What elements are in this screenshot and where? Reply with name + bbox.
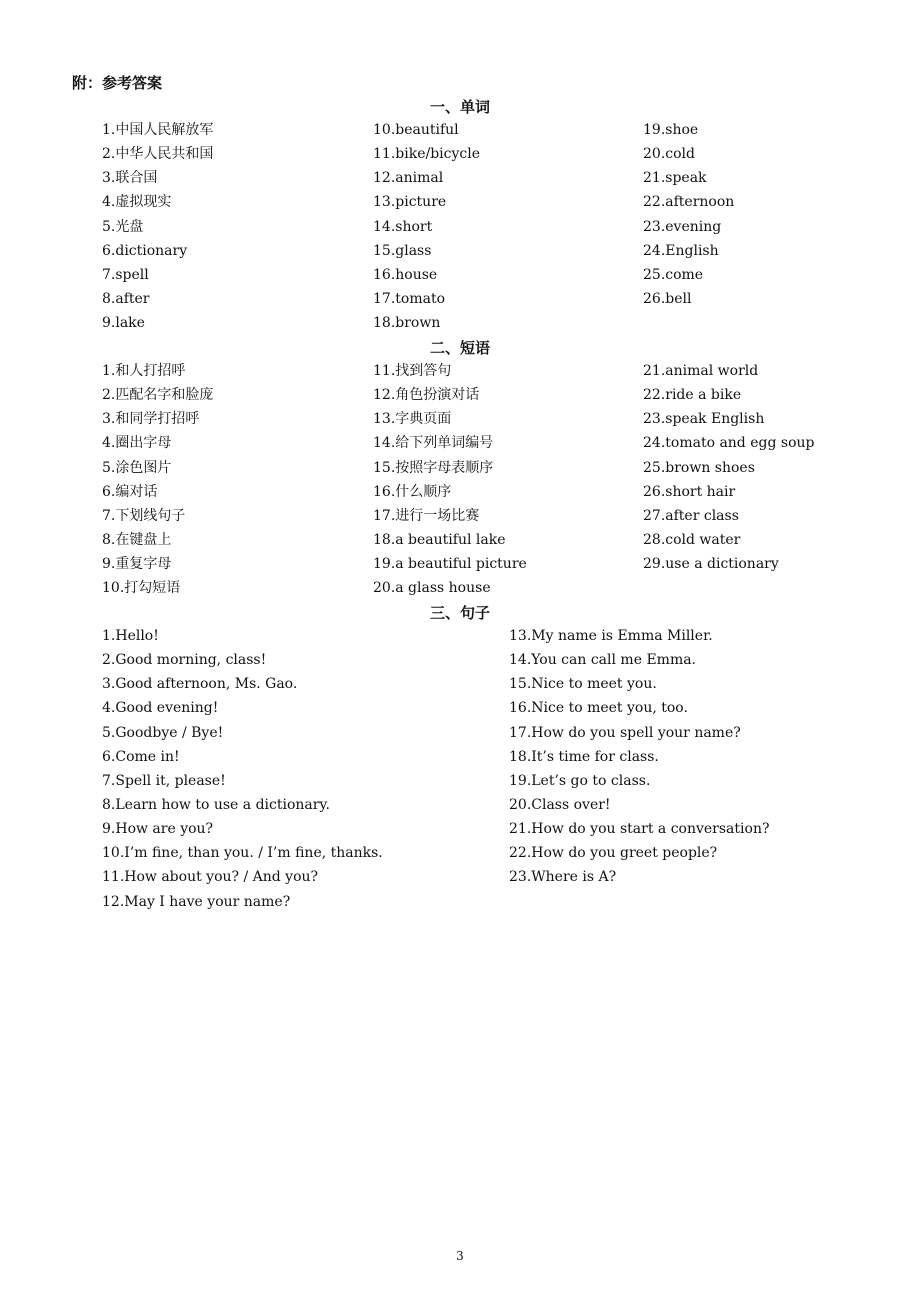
phrases-column-1 (102, 359, 213, 600)
answer-item: 14.给下列单词编号 (373, 435, 494, 452)
answer-item: 15.glass (373, 242, 432, 259)
answer-item: 22.How do you greet people? (509, 845, 718, 862)
document-title: 附：参考答案 (72, 74, 163, 92)
answer-item: 27.after class (643, 507, 739, 524)
answer-item: 7.spell (102, 266, 149, 283)
answer-item: 1.和人打招呼 (102, 363, 186, 379)
answer-item: 22.ride a bike (643, 387, 742, 404)
section-heading-words: 一、单词 (429, 98, 490, 116)
answer-item: 23.speak English (643, 411, 765, 428)
answer-item: 10.打勾短语 (102, 580, 181, 597)
answer-item: 20.a glass house (373, 580, 491, 597)
answer-item: 23.evening (643, 218, 722, 235)
answer-item: 21.How do you start a conversation? (509, 821, 770, 838)
answer-item: 3.Good afternoon, Ms. Gao. (102, 676, 298, 693)
answer-item: 20.cold (643, 146, 695, 163)
answer-item: 6.Come in! (102, 748, 180, 765)
answer-item: 11.找到答句 (373, 363, 452, 379)
answer-item: 14.short (373, 218, 433, 235)
answer-item: 4.虚拟现实 (102, 194, 172, 211)
answer-item: 6.编对话 (102, 483, 158, 500)
answer-item: 18.It’s time for class. (509, 748, 659, 765)
answer-item: 9.How are you? (102, 821, 214, 838)
answer-item: 12.May I have your name? (102, 893, 291, 910)
answer-item: 19.a beautiful picture (373, 556, 527, 573)
answer-item: 13.字典页面 (373, 411, 452, 428)
answer-item: 25.come (643, 266, 704, 283)
words-column-1 (102, 118, 213, 335)
answer-item: 29.use a dictionary (643, 556, 779, 573)
answer-item: 10.beautiful (373, 122, 459, 138)
answer-item: 4.圈出字母 (102, 435, 172, 452)
answer-item: 12.animal (373, 170, 444, 187)
answer-item: 19.Let’s go to class. (509, 772, 651, 789)
answer-item: 16.house (373, 266, 438, 283)
answer-item: 3.和同学打招呼 (102, 411, 200, 428)
words-column-3 (643, 118, 734, 311)
answer-item: 26.short hair (643, 483, 736, 500)
answer-item: 1.中国人民解放军 (102, 122, 214, 138)
answer-item: 28.cold water (643, 531, 741, 548)
answer-item: 11.How about you? / And you? (102, 869, 319, 886)
answer-item: 2.匹配名字和脸庞 (102, 387, 214, 404)
answer-item: 9.lake (102, 315, 145, 332)
answer-item: 5.Goodbye / Bye! (102, 724, 224, 741)
words-column-2 (373, 118, 480, 335)
page-number: 3 (456, 1249, 464, 1263)
answer-item: 7.下划线句子 (102, 507, 186, 524)
answer-item: 16.Nice to meet you, too. (509, 700, 688, 717)
answer-item: 20.Class over! (509, 796, 611, 813)
answer-item: 18.a beautiful lake (373, 531, 506, 548)
answer-item: 25.brown shoes (643, 459, 755, 476)
answer-item: 17.tomato (373, 290, 445, 307)
phrases-column-3 (643, 359, 814, 576)
answer-item: 9.重复字母 (102, 556, 172, 573)
answer-item: 10.I’m fine, than you. / I’m fine, thanks. (102, 845, 383, 862)
sentences-column-2 (509, 624, 769, 890)
section-heading-phrases: 二、短语 (429, 339, 490, 357)
answer-item: 4.Good evening! (102, 700, 219, 717)
answer-item: 6.dictionary (102, 242, 188, 259)
answer-item: 24.tomato and egg soup (643, 435, 815, 452)
section-heading-sentences: 三、句子 (429, 604, 490, 622)
phrases-column-2 (373, 359, 527, 600)
answer-item: 8.在键盘上 (102, 531, 172, 548)
answer-item: 22.afternoon (643, 194, 735, 211)
answer-item: 13.picture (373, 194, 447, 211)
answer-item: 18.brown (373, 315, 441, 332)
answer-item: 26.bell (643, 290, 692, 307)
answer-item: 17.进行一场比赛 (373, 507, 480, 524)
answer-item: 23.Where is A? (509, 869, 617, 886)
answer-item: 19.shoe (643, 122, 699, 138)
answer-item: 21.speak (643, 170, 707, 187)
answer-item: 5.光盘 (102, 218, 144, 235)
answer-item: 12.角色扮演对话 (373, 387, 480, 404)
answer-item: 16.什么顺序 (373, 483, 452, 500)
sentences-column-1 (102, 624, 383, 914)
answer-item: 17.How do you spell your name? (509, 724, 741, 741)
answer-item: 11.bike/bicycle (373, 146, 480, 163)
answer-item: 13.My name is Emma Miller. (509, 628, 713, 644)
answer-item: 2.中华人民共和国 (102, 146, 214, 163)
answer-item: 8.after (102, 290, 150, 307)
answer-item: 24.English (643, 242, 719, 259)
answer-item: 15.Nice to meet you. (509, 676, 657, 693)
answer-item: 21.animal world (643, 363, 759, 379)
answer-item: 3.联合国 (102, 170, 158, 187)
answer-item: 7.Spell it, please! (102, 772, 226, 789)
answer-item: 15.按照字母表顺序 (373, 459, 494, 476)
answer-item: 14.You can call me Emma. (509, 652, 697, 669)
answer-item: 1.Hello! (102, 628, 159, 644)
answer-item: 2.Good morning, class! (102, 652, 267, 669)
answer-item: 5.涂色图片 (102, 459, 172, 476)
answer-item: 8.Learn how to use a dictionary. (102, 796, 330, 813)
